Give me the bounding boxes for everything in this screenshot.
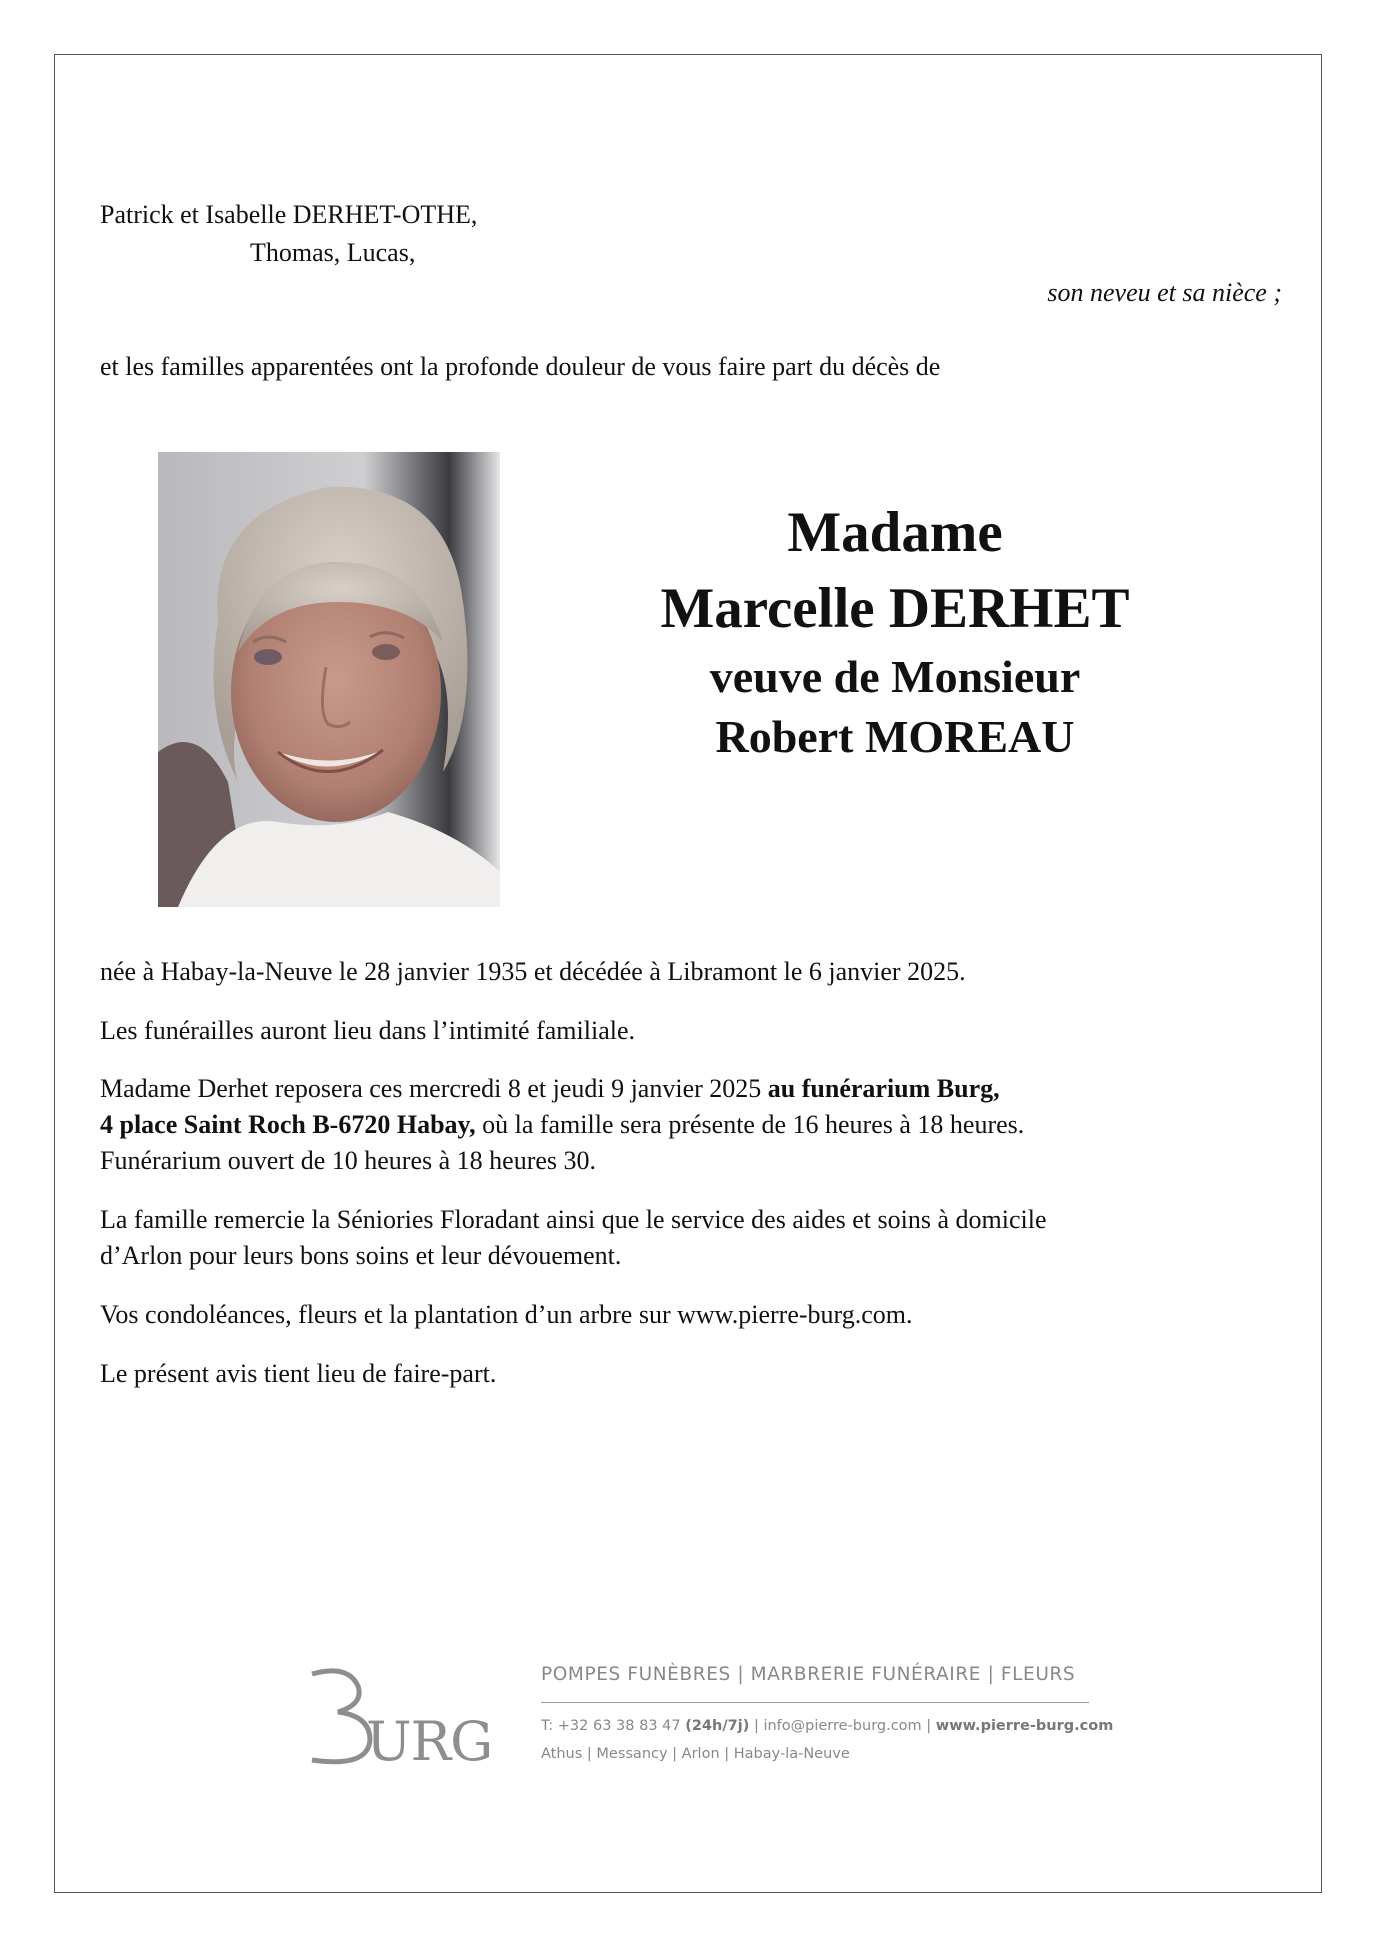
deceased-name-block bbox=[560, 495, 1230, 767]
repose-line-2 bbox=[100, 1107, 1024, 1143]
repose-line-2-text: où la famille sera présente de 16 heures à 18 heures. bbox=[475, 1110, 1025, 1139]
repose-line-1-text: Madame Derhet reposera ces mercredi 8 et jeudi 9 janvier 2025 bbox=[100, 1074, 768, 1103]
svg-text:URG: URG bbox=[366, 1710, 493, 1770]
deceased-photo bbox=[158, 452, 500, 907]
announcement-line: et les familles apparentées ont la profonde douleur de vous faire part du décès de bbox=[100, 352, 941, 381]
birth-death-line: née à Habay-la-Neuve le 28 janvier 1935 et décédée à Libramont le 6 janvier 2025. bbox=[100, 957, 966, 986]
footer-website-link[interactable]: www.pierre-burg.com bbox=[935, 1718, 1114, 1734]
footer-phone-hours: (24h/7j) bbox=[685, 1718, 750, 1734]
spouse-name: Robert MOREAU bbox=[715, 711, 1075, 762]
footer-services: POMPES FUNÈBRES | MARBRERIE FUNÉRAIRE | FLEURS bbox=[541, 1664, 1076, 1685]
condolences-line: Vos condoléances, fleurs et la plantation d’un arbre sur www.pierre-burg.com. bbox=[100, 1300, 913, 1329]
footer-divider bbox=[541, 1702, 1089, 1703]
family-line-1: Patrick et Isabelle DERHET-OTHE, bbox=[100, 200, 478, 229]
footer-towns: Athus | Messancy | Arlon | Habay-la-Neuve bbox=[541, 1746, 850, 1762]
family-line-2: Thomas, Lucas, bbox=[250, 238, 416, 267]
footer-phone: T: +32 63 38 83 47 bbox=[541, 1718, 686, 1734]
relation-line: son neveu et sa nièce ; bbox=[1047, 278, 1282, 307]
thanks-line-1: La famille remercie la Séniories Floradant ainsi que le service des aides et soins à domicile bbox=[100, 1205, 1047, 1234]
thanks-line-2: d’Arlon pour leurs bons soins et leur dévouement. bbox=[100, 1241, 622, 1270]
deceased-name: Marcelle DERHET bbox=[660, 577, 1130, 640]
notice-line: Le présent avis tient lieu de faire-part. bbox=[100, 1359, 497, 1388]
footer-contact bbox=[541, 1718, 1113, 1734]
funeral-line: Les funérailles auront lieu dans l’intimité familiale. bbox=[100, 1016, 635, 1045]
footer-email: | info@pierre-burg.com | bbox=[749, 1718, 936, 1734]
repose-line-3: Funérarium ouvert de 10 heures à 18 heures 30. bbox=[100, 1146, 597, 1175]
funerarium-address: 4 place Saint Roch B-6720 Habay, bbox=[100, 1110, 476, 1139]
repose-line-1 bbox=[100, 1071, 1000, 1107]
burg-logo bbox=[300, 1660, 505, 1770]
widow-of-line: veuve de Monsieur bbox=[709, 651, 1081, 702]
funerarium-name: au funérarium Burg, bbox=[767, 1074, 1000, 1103]
deceased-title: Madame bbox=[787, 501, 1003, 564]
